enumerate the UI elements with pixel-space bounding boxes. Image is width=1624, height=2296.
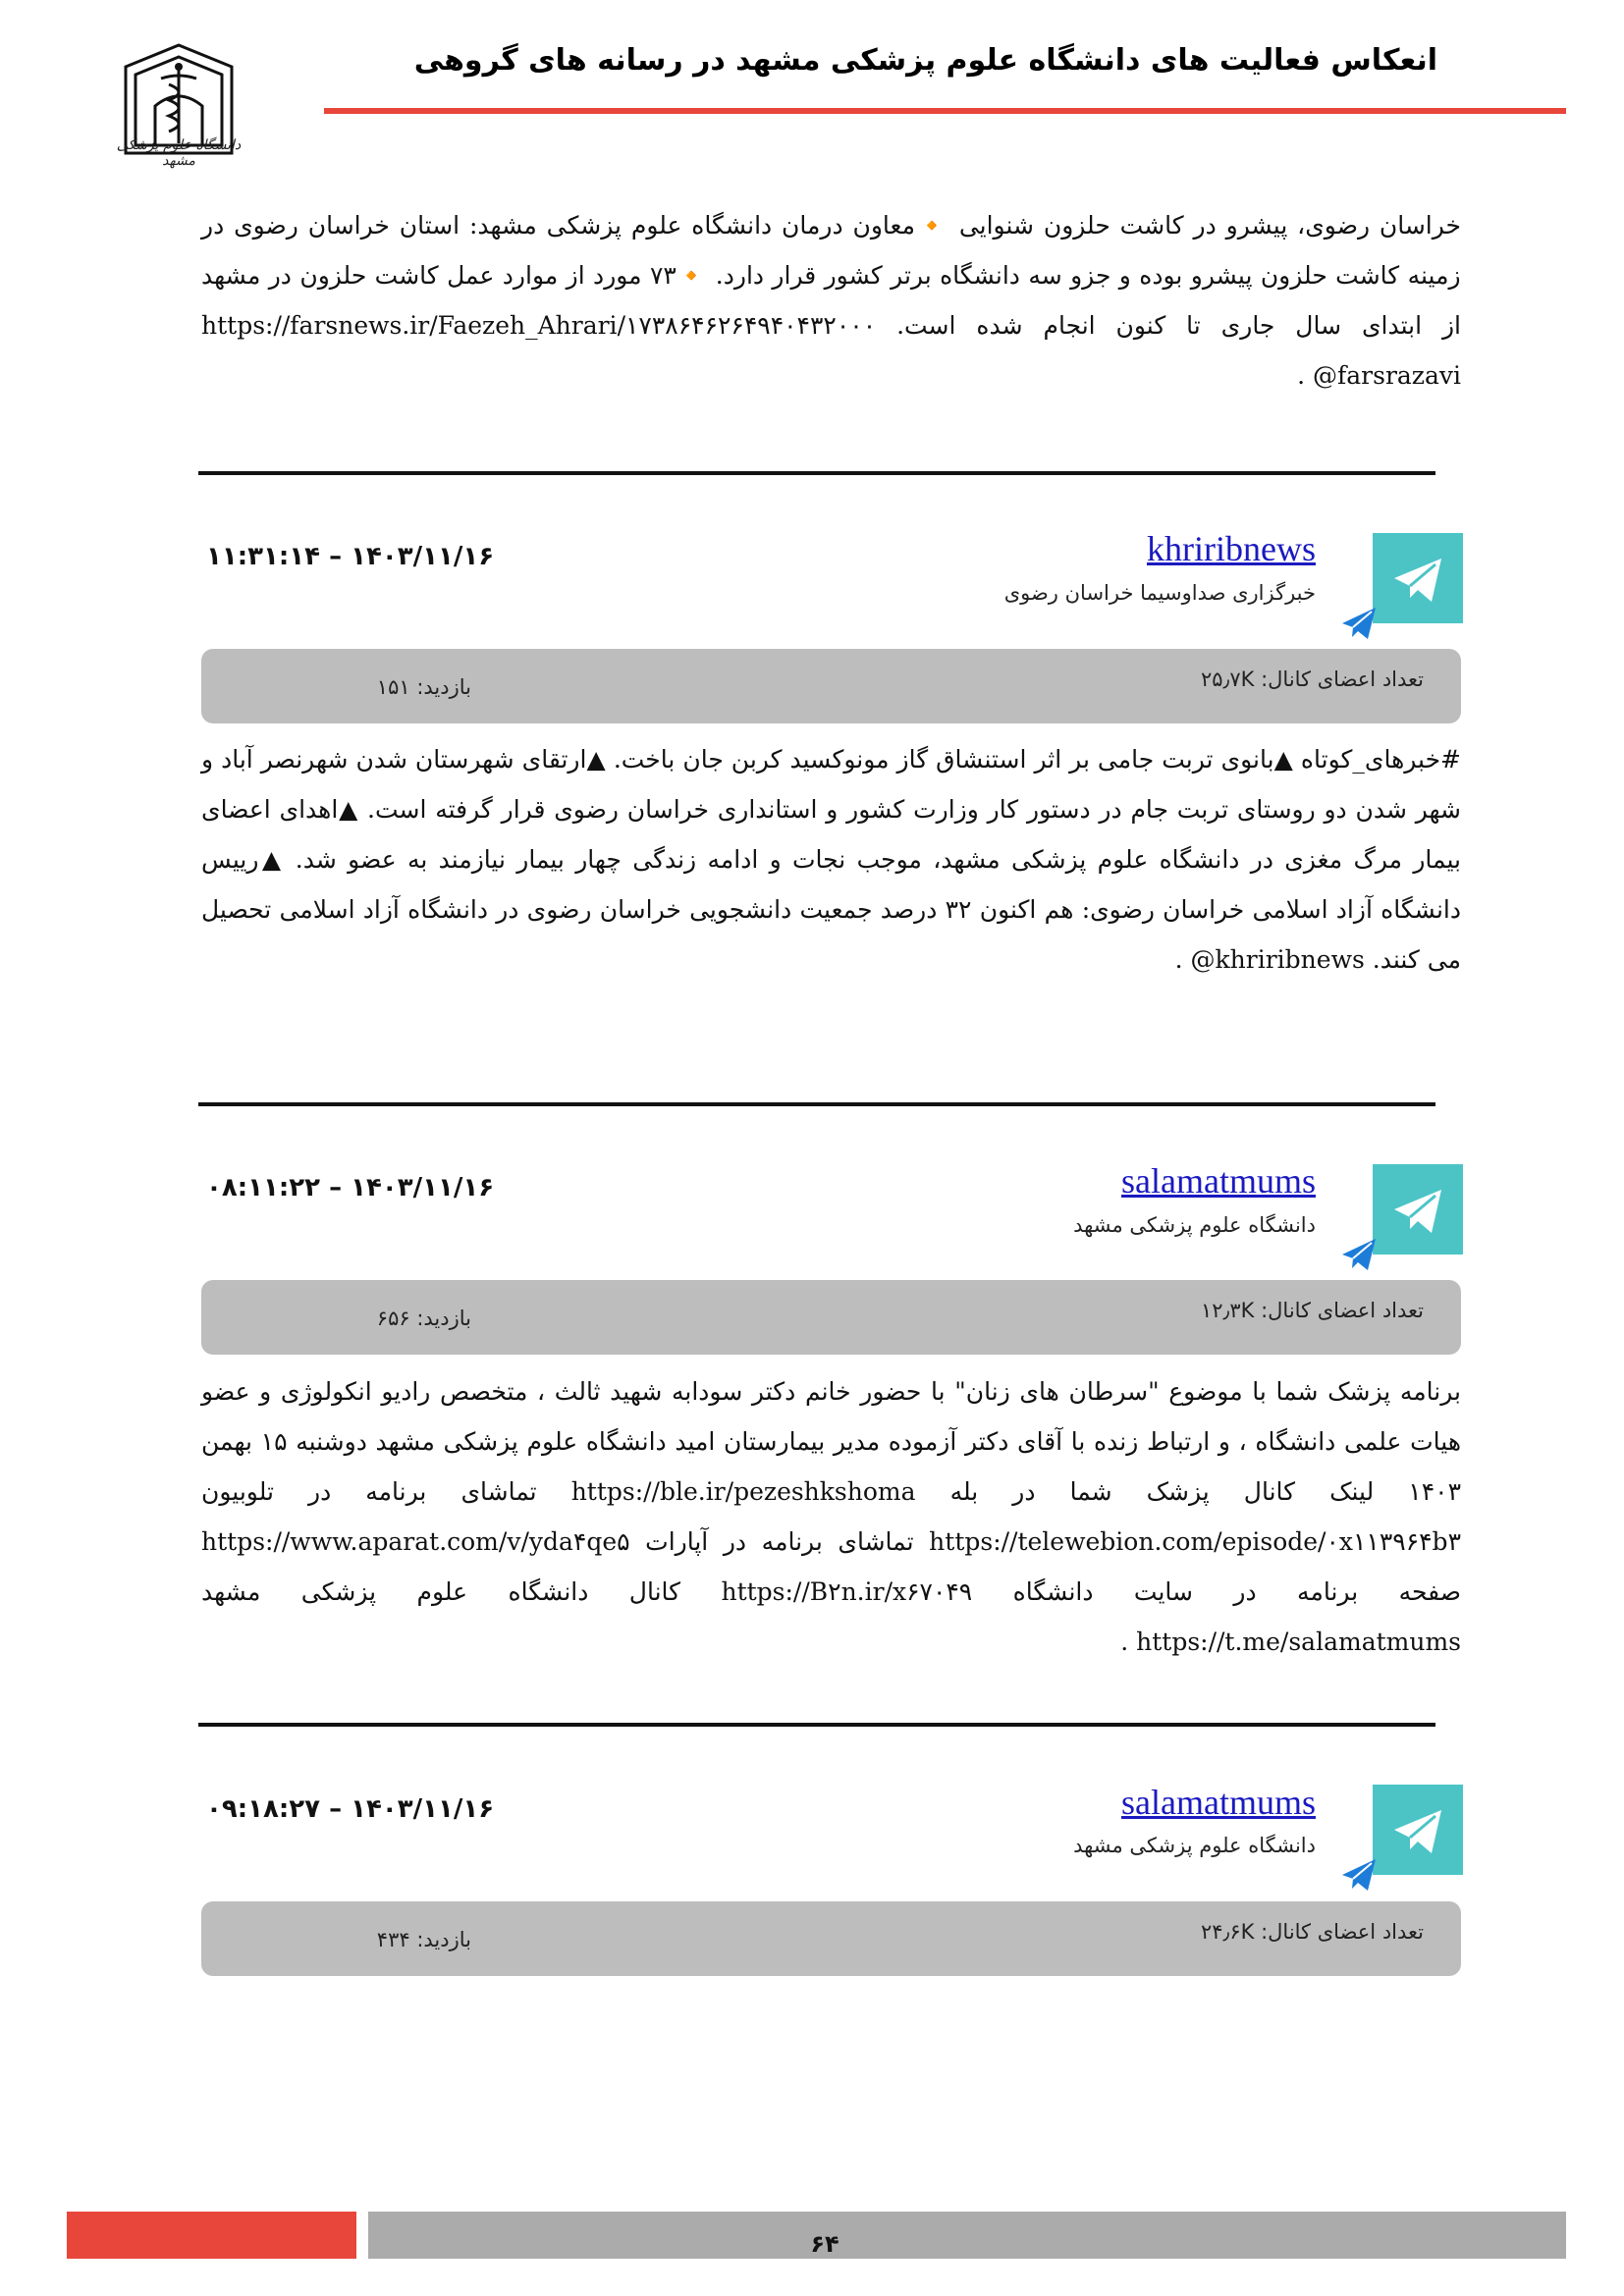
post-datetime: ۱۴۰۳/۱۱/۱۶ – ۱۱:۳۱:۱۴: [206, 542, 495, 571]
page-number: ۶۴: [810, 2230, 839, 2258]
page-header-title: انعکاس فعالیت های دانشگاه علوم پزشکی مشهد در رسانه های گروهی: [413, 43, 1437, 78]
post-body: #خبرهای_کوتاه ▲بانوی تربت جامی بر اثر استنشاق گاز مونوکسید کربن جان باخت. ▲ارتقای شهرستان شدن شهرنصر آباد و شهر شدن دو روستای تربت جام در دستور کار وزارت کشور و استانداری خراسان رضوی قرار گرفته است. ▲اهدای اعضای بیمار مرگ مغزی در دانشگاه علوم پزشکی مشهد، موجب نجات و ادامه زندگی چهار بیمار نیازمند به عضو شد. ▲رییس دانشگاه آزاد اسلامی خراسان رضوی: هم اکنون ۳۲ درصد جمعیت دانشجویی خراسان رضوی در دانشگاه آزاد اسلامی تحصیل می کنند. khriribnews@ .: [201, 745, 1461, 974]
channel-name[interactable]: khriribnews: [1147, 529, 1316, 568]
post-body: برنامه پزشک شما با موضوع "سرطان های زنان" با حضور خانم دکتر سودابه شهید ثالث ، متخصص رادیو انکولوژی و عضو هیات علمی دانشگاه ، و ارتباط زنده با آقای دکتر آزموده مدیر بیمارستان امید دانشگاه علوم پزشکی مشهد دوشنبه ۱۵ بهمن ۱۴۰۳ لینک کانال پزشک شما در بله https://ble.ir/pezeshkshoma تماشای برنامه در تلوبیون https://telewebion.com/episode/۰x۱۱۳۹۶۴b۳ تماشای برنامه در آپارات https://www.aparat.com/v/yda۴qe۵ صفحه برنامه در سایت دانشگاه https://B۲n.ir/x۶۷۰۴۹ کانال دانشگاه علوم پزشکی مشهد https://t.me/salamatmums .: [201, 1377, 1461, 1656]
channel-name[interactable]: salamatmums: [1121, 1161, 1316, 1201]
telegram-plane-icon: [1340, 604, 1380, 643]
telegram-icon: [1373, 1785, 1463, 1875]
telegram-icon: [1373, 533, 1463, 623]
view-count: بازدید: ۱۵۱: [376, 675, 471, 699]
logo-caption: دانشگاه علوم پزشکی مشهد: [116, 137, 242, 169]
channel-subtitle: خبرگزاری صداوسیما خراسان رضوی: [1003, 581, 1316, 605]
post-datetime: ۱۴۰۳/۱۱/۱۶ – ۰۹:۱۸:۲۷: [206, 1794, 495, 1824]
telegram-plane-icon: [1340, 1855, 1380, 1895]
channel-subtitle: دانشگاه علوم پزشکی مشهد: [1073, 1213, 1316, 1237]
member-count: تعداد اعضای کانال: ۲۴٫۶K: [1200, 1920, 1424, 1944]
post-datetime: ۱۴۰۳/۱۱/۱۶ – ۰۸:۱۱:۲۲: [206, 1173, 495, 1202]
telegram-plane-icon: [1340, 1235, 1380, 1274]
section-separator: [198, 1723, 1435, 1727]
section-separator: [198, 1102, 1435, 1106]
member-count: تعداد اعضای کانال: ۲۵٫۷K: [1200, 667, 1424, 691]
header-divider: [324, 108, 1566, 114]
section-separator: [198, 471, 1435, 475]
view-count: بازدید: ۶۵۶: [376, 1307, 471, 1330]
telegram-icon: [1373, 1164, 1463, 1255]
footer-accent-bar: [67, 2212, 356, 2259]
channel-name[interactable]: salamatmums: [1121, 1783, 1316, 1822]
intro-paragraph: خراسان رضوی، پیشرو در کاشت حلزون شنوایی 🔸معاون درمان دانشگاه علوم پزشکی مشهد: استان خراسان رضوی در زمینه کاشت حلزون پیشرو بوده و جزو سه دانشگاه برتر کشور قرار دارد. 🔸۷۳ مورد از موارد عمل کاشت حلزون در مشهد از ابتدای سال جاری تا کنون انجام شده است. ۱۷۳۸۶۴۶۲۶۴۹۴۰۴۳۲۰۰۰/https://farsnews.ir/Faezeh_Ahrari farsrazavi@ .: [201, 211, 1461, 390]
member-count: تعداد اعضای کانال: ۱۲٫۳K: [1200, 1299, 1424, 1322]
channel-subtitle: دانشگاه علوم پزشکی مشهد: [1073, 1834, 1316, 1857]
view-count: بازدید: ۴۳۴: [376, 1928, 471, 1951]
footer-bar: [368, 2212, 1566, 2259]
